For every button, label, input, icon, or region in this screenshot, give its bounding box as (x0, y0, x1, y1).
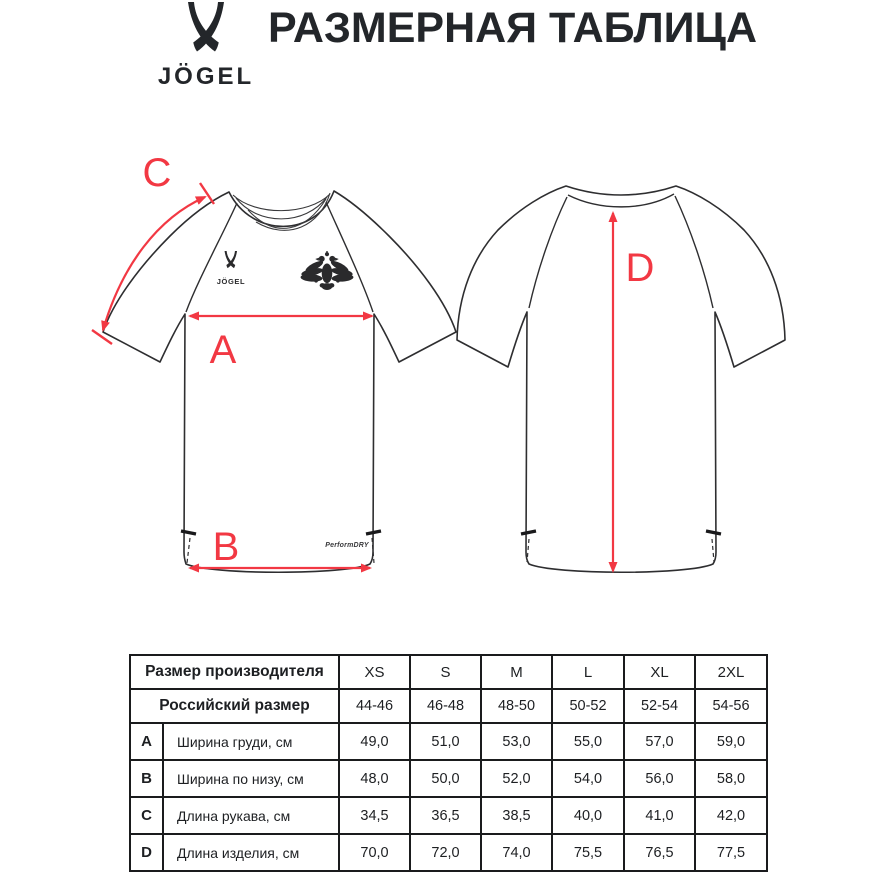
chest-jogel-logo-text: JÖGEL (216, 277, 246, 286)
row-value: 58,0 (695, 760, 767, 797)
size-col-header-m: M (481, 655, 552, 689)
size-col-header-s: S (410, 655, 481, 689)
measure-c-tick-top (200, 183, 214, 204)
jogel-logo-text: JÖGEL (157, 63, 255, 90)
tshirt-front (92, 151, 456, 572)
row-value: 52,0 (481, 760, 552, 797)
row-value: 57,0 (624, 723, 695, 760)
row-letter: B (130, 760, 163, 797)
row-measure-name: Длина рукава, см (163, 797, 339, 834)
row-value: 56,0 (624, 760, 695, 797)
measure-label-d: D (625, 246, 655, 290)
row-value: 36,5 (410, 797, 481, 834)
row-letter: D (130, 834, 163, 871)
table-row-chest-width (130, 723, 767, 760)
row-value: 50,0 (410, 760, 481, 797)
size-col-header-l: L (552, 655, 624, 689)
table-row-russian-sizes (130, 689, 767, 723)
row-value: 59,0 (695, 723, 767, 760)
row-measure-name: Ширина груди, см (163, 723, 339, 760)
measure-label-b: B (212, 525, 240, 569)
table-row-manufacturer-sizes (130, 655, 767, 689)
russian-size-value: 48-50 (481, 689, 552, 723)
tshirt-back-outline (457, 186, 785, 572)
russian-size-value: 52-54 (624, 689, 695, 723)
tshirt-back (457, 186, 785, 572)
row-value: 72,0 (410, 834, 481, 871)
row-value: 74,0 (481, 834, 552, 871)
size-table (129, 654, 768, 872)
fabric-tech-text: PerformDRY (325, 542, 369, 549)
row-value: 49,0 (339, 723, 410, 760)
tshirt-front-outline (103, 191, 456, 572)
size-col-header-xl: XL (624, 655, 695, 689)
row-value: 41,0 (624, 797, 695, 834)
row-value: 48,0 (339, 760, 410, 797)
row-value: 34,5 (339, 797, 410, 834)
size-col-header-xs: XS (339, 655, 410, 689)
row-value: 70,0 (339, 834, 410, 871)
jogel-logo (143, 2, 269, 91)
row-value: 76,5 (624, 834, 695, 871)
table-row-sleeve-length (130, 797, 767, 834)
row-measure-name: Длина изделия, см (163, 834, 339, 871)
row-value: 40,0 (552, 797, 624, 834)
row-value: 77,5 (695, 834, 767, 871)
row-value: 55,0 (552, 723, 624, 760)
table-row-bottom-width (130, 760, 767, 797)
russian-size-value: 50-52 (552, 689, 624, 723)
row-value: 38,5 (481, 797, 552, 834)
row-value: 42,0 (695, 797, 767, 834)
row-value: 75,5 (552, 834, 624, 871)
row-letter: C (130, 797, 163, 834)
row-value: 54,0 (552, 760, 624, 797)
table-row-item-length (130, 834, 767, 871)
size-diagram (0, 145, 875, 615)
row-measure-name: Ширина по низу, см (163, 760, 339, 797)
measure-label-c: C (142, 151, 172, 195)
row-value: 53,0 (481, 723, 552, 760)
size-col-header-2xl: 2XL (695, 655, 767, 689)
page-title: РАЗМЕРНАЯ ТАБЛИЦА (268, 4, 758, 52)
measure-label-a: A (209, 328, 237, 372)
jogel-logo-icon (183, 2, 229, 62)
russian-size-value: 54-56 (695, 689, 767, 723)
russian-size-value: 46-48 (410, 689, 481, 723)
russian-size-label: Российский размер (130, 689, 339, 723)
russian-size-value: 44-46 (339, 689, 410, 723)
row-letter: A (130, 723, 163, 760)
manufacturer-size-label: Размер производителя (130, 655, 339, 689)
row-value: 51,0 (410, 723, 481, 760)
